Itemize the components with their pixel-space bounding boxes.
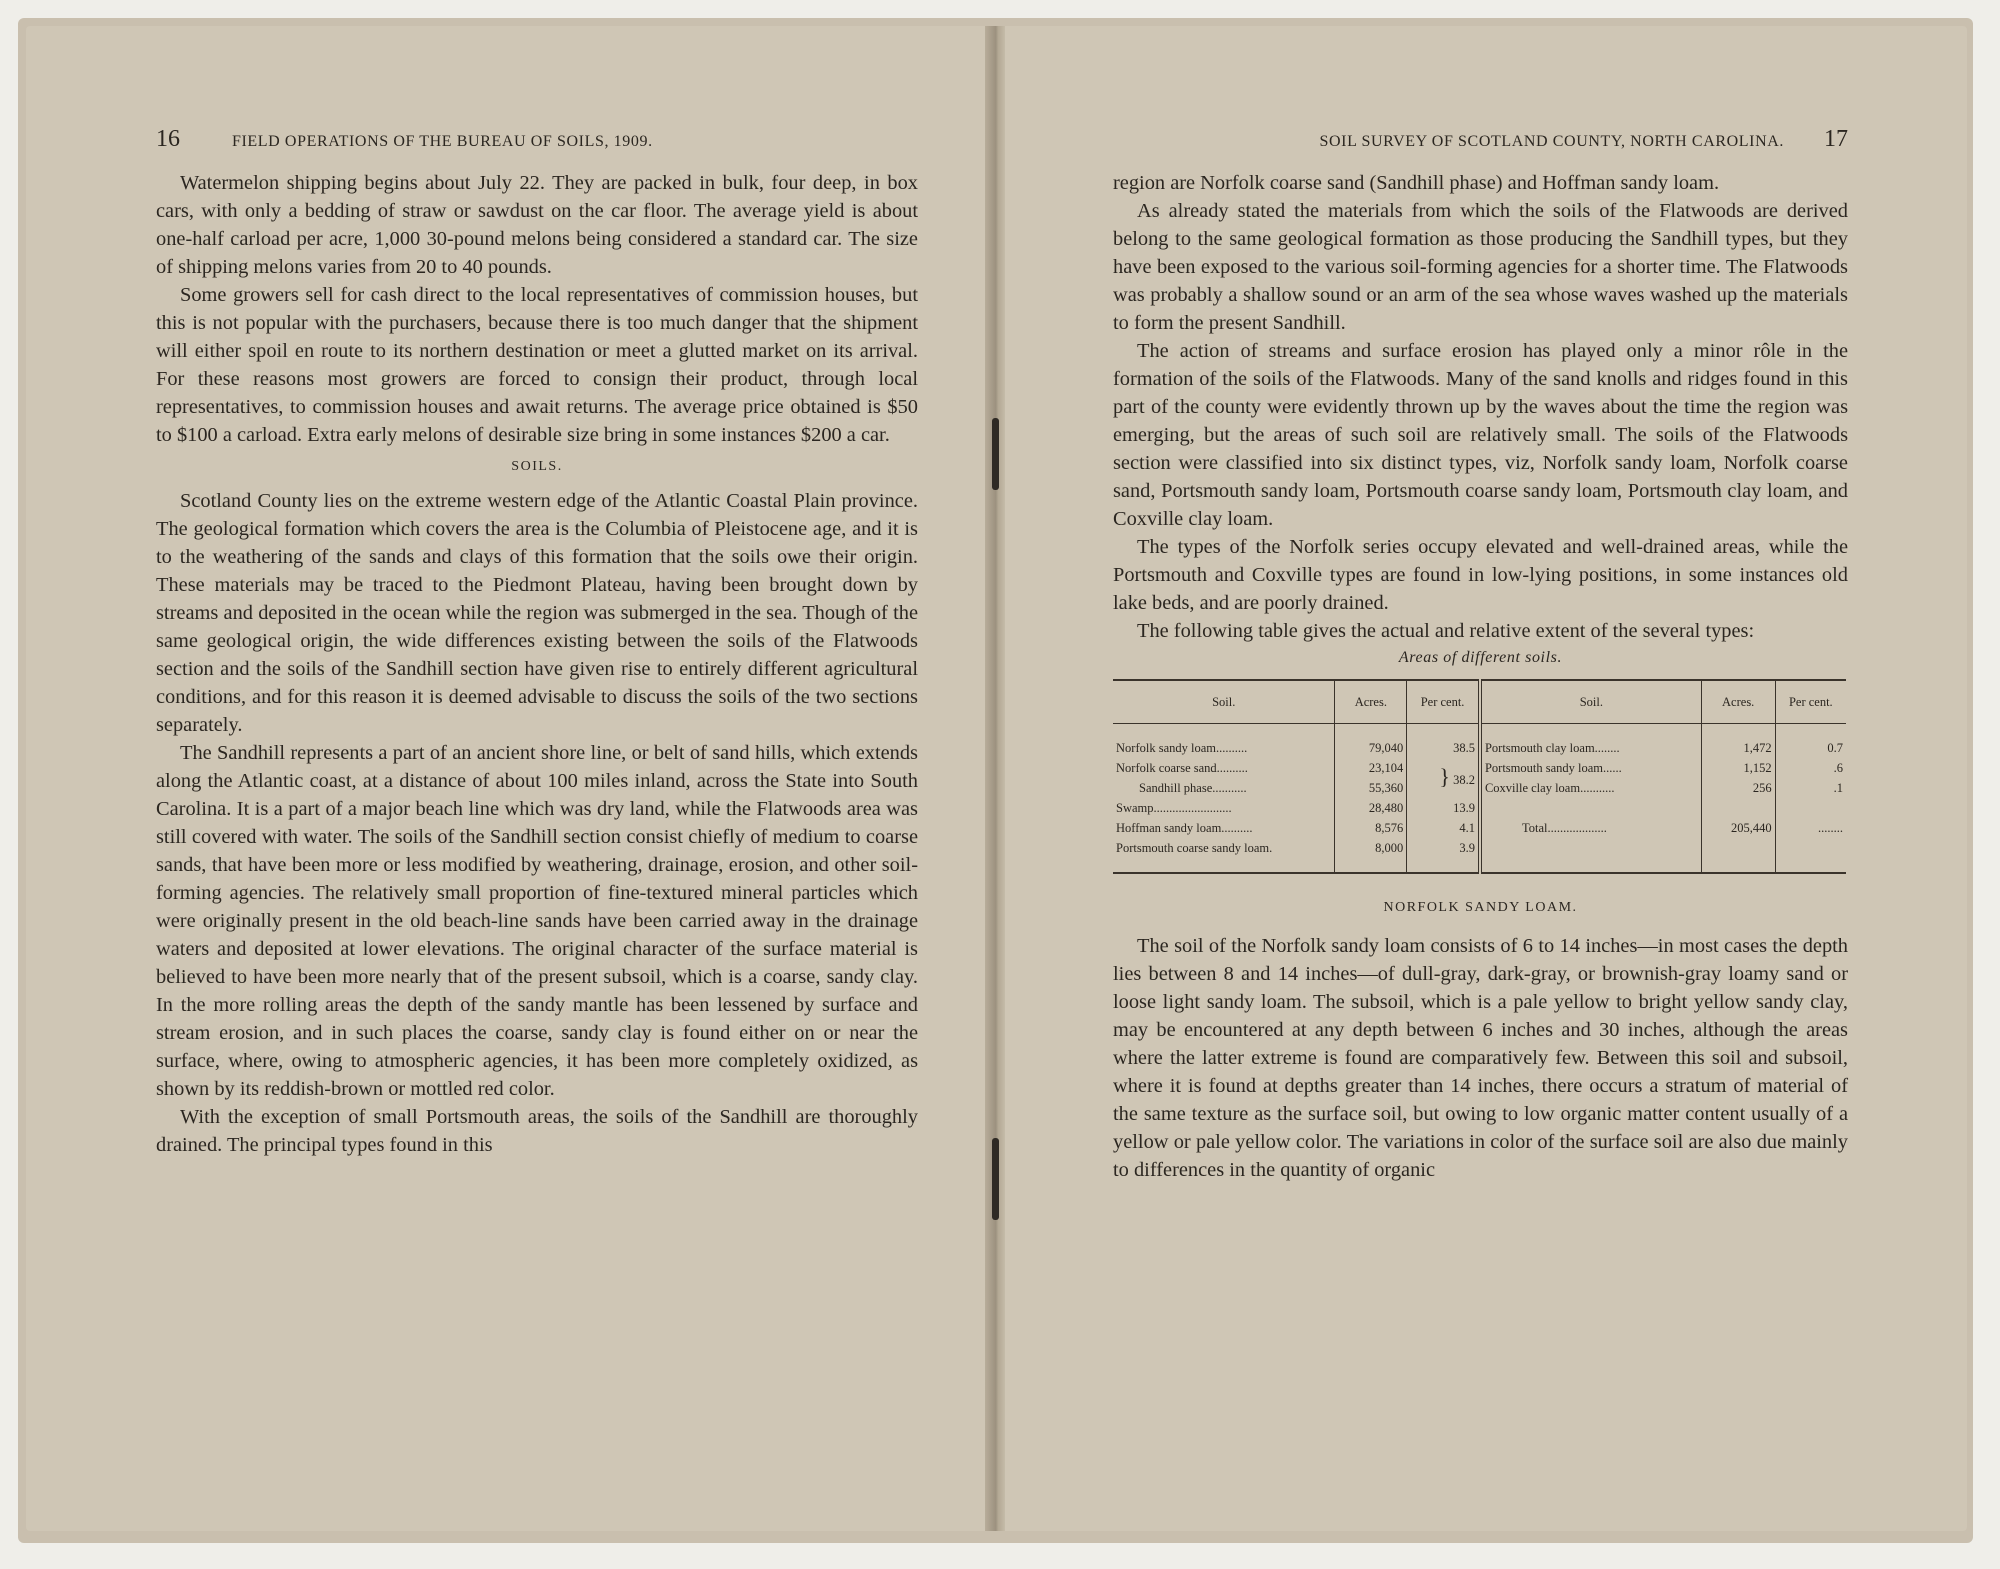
right-page-number: 17 — [1824, 126, 1848, 152]
column-header-acres: Acres. — [1335, 680, 1407, 724]
paragraph: The following table gives the actual and relative extent of the several types: — [1137, 620, 1755, 642]
soil-name: Portsmouth clay loam........ — [1480, 738, 1701, 758]
paragraph: Scotland County lies on the extreme western edge of the Atlantic Coastal Plain province. The geological formation which covers the area is the Columbia of Pleistocene age, and it is to the weathering of the sands and clays of this formation that the soils owe their origin. These materials may be traced to the Piedmont Plateau, having been brought down by streams and deposited in the ocean while the region was submerged in the sea. Though of the same geological origin, the wide differences existing between the soils of the Flatwoods section and the soils of the Sandhill section have given rise to entirely different agricultural conditions, and for this reason it is deemed advisable to discuss the soils of the two sections separately. — [156, 490, 918, 736]
percent-value: 38.5 — [1407, 738, 1480, 758]
binding-stitch — [992, 1138, 999, 1220]
table-spacer-row — [1113, 724, 1846, 739]
soil-name: Hoffman sandy loam.......... — [1116, 820, 1253, 835]
acres-value: 1,472 — [1701, 738, 1775, 758]
table-caption: Areas of different soils. — [1398, 649, 1563, 666]
percent-value: 3.9 — [1407, 838, 1480, 858]
left-page — [26, 26, 991, 1531]
total-label: Total................... — [1480, 818, 1701, 838]
paragraph: Watermelon shipping begins about July 22. They are packed in bulk, four deep, in box cars, with only a bedding of straw or sawdust on the car floor. The average yield is about one-half carload per acre, 1,000 30-pound melons being considered a standard car. The size of shipping melons varies from 20 to 40 pounds. — [156, 172, 918, 278]
table-spacer-row — [1113, 858, 1846, 873]
percent-value: .1 — [1775, 778, 1846, 798]
brace-icon: } — [1439, 763, 1450, 789]
acres-value: 79,040 — [1335, 738, 1407, 758]
percent-value: 13.9 — [1407, 798, 1480, 818]
acres-value: 23,104 — [1335, 758, 1407, 778]
left-page-content — [156, 126, 918, 1159]
soil-areas-table — [1113, 679, 1846, 874]
acres-value: 28,480 — [1335, 798, 1407, 818]
paragraph: The soil of the Norfolk sandy loam consists of 6 to 14 inches—in most cases the depth lies between 8 and 14 inches—of dull-gray, dark-gray, or brownish-gray loamy sand or loose light sandy loam. The subsoil, which is a pale yellow to bright yellow sandy clay, may be encountered at any depth between 6 inches and 30 inches, although the areas where the latter extreme is found are comparatively few. Between this soil and subsoil, where it is found at depths greater than 14 inches, there occurs a stratum of material of the same texture as the surface soil, but owing to low organic matter content usually of a yellow or pale yellow color. The variations in color of the surface soil are also due mainly to differences in the quantity of organic — [1113, 935, 1848, 1181]
table-row — [1113, 738, 1846, 758]
table-row — [1113, 798, 1846, 818]
right-page — [1005, 26, 1967, 1531]
table-row — [1113, 838, 1846, 858]
acres-value: 8,576 — [1335, 818, 1407, 838]
right-running-title: SOIL SURVEY OF SCOTLAND COUNTY, NORTH CAROLINA. — [1319, 133, 1784, 150]
combined-percent-value: 38.2 — [1453, 772, 1475, 787]
combined-percent-cell — [1407, 758, 1480, 798]
column-header-percent: Per cent. — [1775, 680, 1846, 724]
soil-name: Portsmouth coarse sandy loam. — [1116, 840, 1273, 855]
paragraph: With the exception of small Portsmouth areas, the soils of the Sandhill are thoroughly drained. The principal types found in this — [156, 1106, 918, 1156]
left-running-head — [156, 126, 918, 153]
paragraph: As already stated the materials from which the soils of the Flatwoods are derived belong to the same geological formation as those producing the Sandhill types, but they have been exposed to the various soil-forming agencies for a shorter time. The Flatwoods was probably a shallow sound or an arm of the sea whose waves washed up the materials to form the present Sandhill. — [1113, 200, 1848, 334]
acres-value: 55,360 — [1335, 778, 1407, 798]
acres-value: 256 — [1701, 778, 1775, 798]
table-row — [1113, 818, 1846, 838]
acres-value: 1,152 — [1701, 758, 1775, 778]
percent-value: 0.7 — [1775, 738, 1846, 758]
soils-heading: SOILS. — [511, 459, 563, 474]
soil-name: Sandhill phase........... — [1139, 780, 1247, 795]
table-header-row — [1113, 680, 1846, 724]
paragraph: region are Norfolk coarse sand (Sandhill phase) and Hoffman sandy loam. — [1113, 172, 1720, 194]
soil-name: Norfolk sandy loam.......... — [1116, 740, 1248, 755]
table-row — [1113, 778, 1846, 798]
column-header-acres: Acres. — [1701, 680, 1775, 724]
soil-name: Norfolk coarse sand.......... — [1116, 760, 1248, 775]
right-page-content — [1113, 126, 1848, 1184]
column-header-soil: Soil. — [1113, 680, 1335, 724]
paragraph: The types of the Norfolk series occupy elevated and well-drained areas, while the Portsmouth and Coxville types are found in low-lying positions, in some instances old lake beds, and are poorly drained. — [1113, 536, 1848, 614]
binding-stitch — [992, 418, 999, 490]
column-header-soil: Soil. — [1480, 680, 1701, 724]
percent-value: 4.1 — [1407, 818, 1480, 838]
percent-value: .6 — [1775, 758, 1846, 778]
soil-name: Portsmouth sandy loam...... — [1480, 758, 1701, 778]
paragraph: The action of streams and surface erosion has played only a minor rôle in the formation of the soils of the Flatwoods. Many of the sand knolls and ridges found in this part of the county were evidently thrown up by the waves about the time the region was emerging, but the areas of such soil are relatively small. The soils of the Flatwoods section were classified into six distinct types, viz, Norfolk sandy loam, Norfolk coarse sand, Portsmouth sandy loam, Portsmouth coarse sandy loam, Portsmouth clay loam, and Coxville clay loam. — [1113, 340, 1848, 530]
paragraph: The Sandhill represents a part of an ancient shore line, or belt of sand hills, which extends along the Atlantic coast, at a distance of about 100 miles inland, across the State into South Carolina. It is a part of a major beach line which was dry land, while the Flatwoods area was still covered with water. The soils of the Sandhill section consist chiefly of medium to coarse sands, that have been more or less modified by weathering, drainage, erosion, and other soil-forming agencies. The relatively small proportion of fine-textured mineral particles which were originally present in the old beach-line sands have been carried away in the drainage waters and deposited at lower elevations. The original character of the surface material is believed to have been more nearly that of the present subsoil, which is a coarse, sandy clay. In the more rolling areas the depth of the sandy mantle has been lessened by surface and stream erosion, and in such places the coarse, sandy clay is found either on or near the surface, where, owing to atmospheric agencies, it has been more completely oxidized, as shown by its reddish-brown or mottled red color. — [156, 742, 918, 1100]
total-acres: 205,440 — [1701, 818, 1775, 838]
norfolk-sandy-loam-heading: NORFOLK SANDY LOAM. — [1383, 900, 1578, 915]
table-row — [1113, 758, 1846, 778]
paragraph: Some growers sell for cash direct to the local representatives of commission houses, but this is not popular with the purchasers, because there is too much danger that the shipment will either spoil en route to its northern destination or meet a glutted market on its arrival. For these reasons most growers are forced to consign their product, through local representatives, to commission houses and await returns. The average price obtained is $50 to $100 a carload. Extra early melons of desirable size bring in some instances $200 a car. — [156, 284, 918, 446]
total-percent: ........ — [1775, 818, 1846, 838]
left-page-number: 16 — [156, 126, 180, 152]
soil-name: Coxville clay loam........... — [1480, 778, 1701, 798]
right-running-head — [1113, 126, 1848, 153]
acres-value: 8,000 — [1335, 838, 1407, 858]
soil-name: Swamp......................... — [1116, 800, 1232, 815]
column-header-percent: Per cent. — [1407, 680, 1480, 724]
left-running-title: FIELD OPERATIONS OF THE BUREAU OF SOILS, 1909. — [232, 133, 653, 150]
